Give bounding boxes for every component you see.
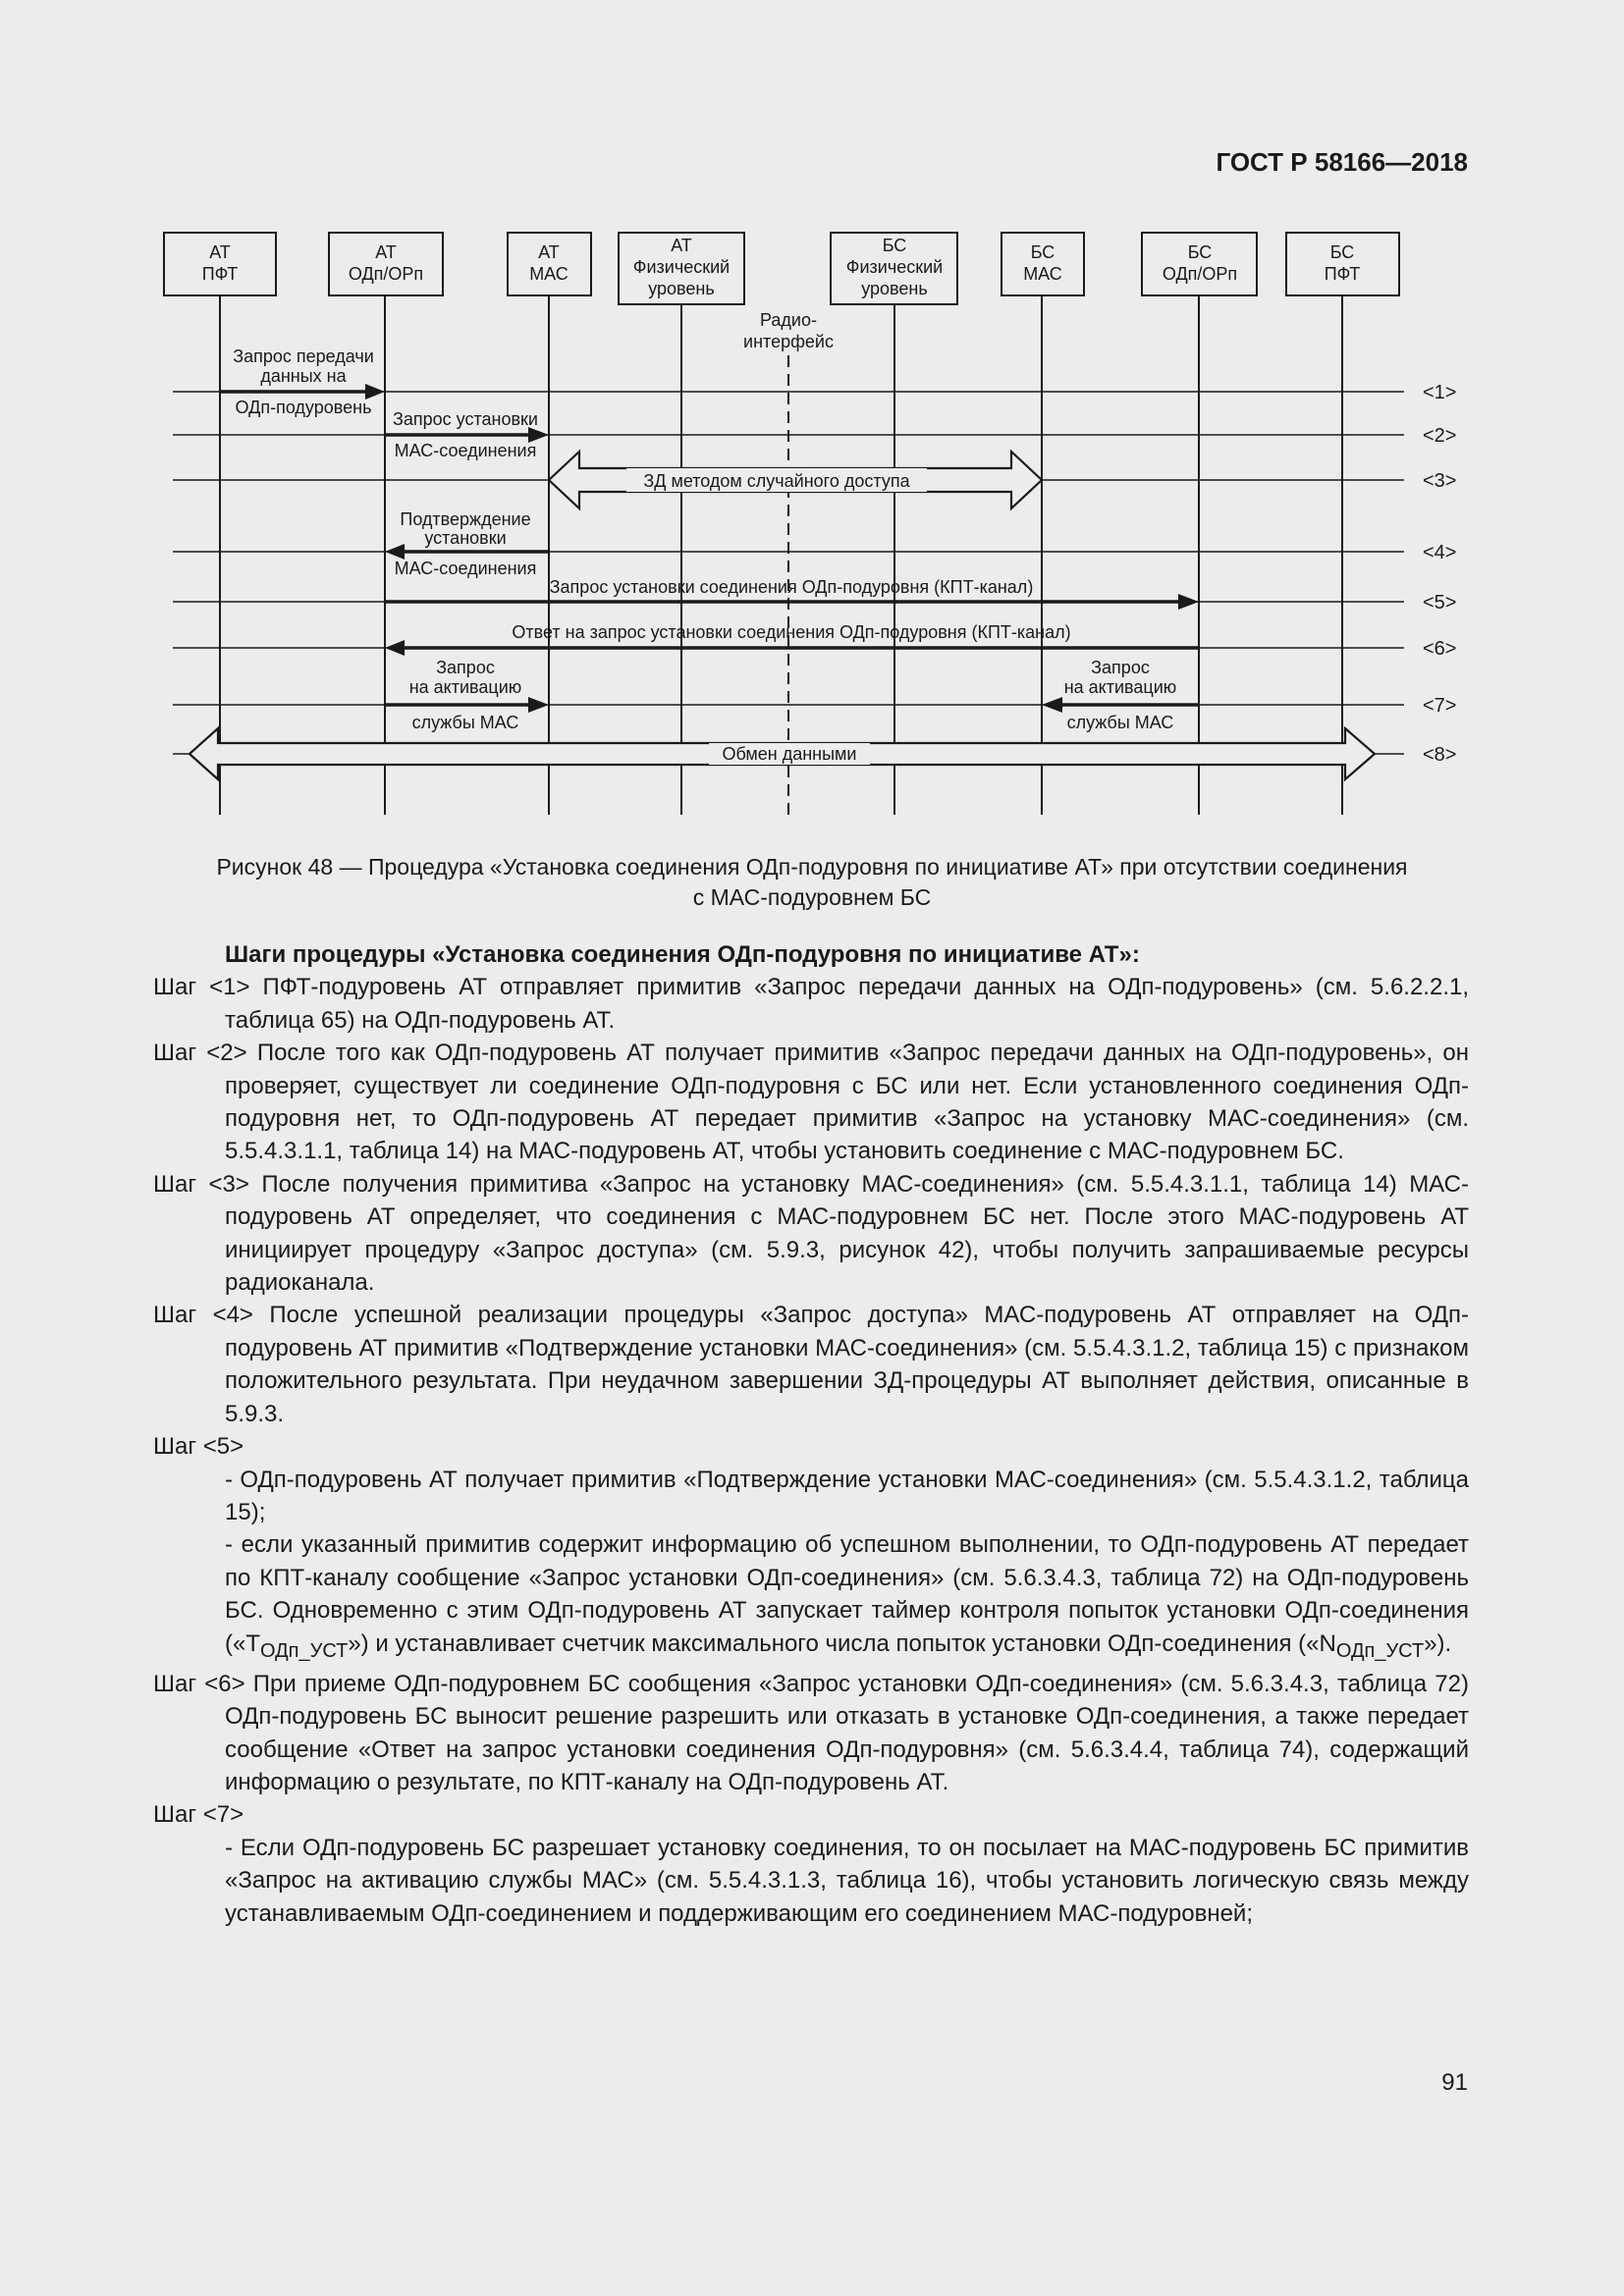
entity-label-at-mac-1: АТ bbox=[538, 242, 560, 262]
entity-label-bs-phy-2: Физический bbox=[845, 257, 944, 277]
msg3-label: ЗД методом случайного доступа bbox=[643, 471, 910, 491]
document-id: ГОСТ Р 58166—2018 bbox=[1216, 147, 1468, 177]
entity-label-at-odp-2: ОДп/ОРп bbox=[348, 264, 424, 284]
step-label-3: <3> bbox=[1423, 470, 1457, 492]
entity-label-at-pft-2: ПФТ bbox=[201, 264, 239, 284]
step-5-item-b bbox=[153, 1528, 1469, 1667]
step-5-b-text-3: »). bbox=[1424, 1629, 1452, 1657]
step-label-4: <4> bbox=[1423, 542, 1457, 563]
step-5-b-text-1: - если указанный примитив содержит информацию об успешном выполнении, то ОДп-подуровень АТ передает по КПТ-каналу сообщение «Запрос установки ОДп-соединения» (см. 5.6.3.4.3, таблица 72) на ОДп-подуровень БС. Одновременно с этим ОДп-подуровень АТ запускает таймер контроля попыток установки ОДп-соединения («T bbox=[225, 1531, 1469, 1657]
step-label-8: <8> bbox=[1423, 744, 1457, 766]
entity-label-bs-pft-1: БС bbox=[1329, 242, 1355, 262]
arrowhead-msg7-left bbox=[528, 697, 549, 713]
counter-subscript: ОДп_УСТ bbox=[1335, 1639, 1425, 1662]
entity-label-bs-odp-2: ОДп/ОРп bbox=[1162, 264, 1238, 284]
arrowhead-msg6 bbox=[385, 640, 405, 656]
step-1-text: Шаг <1> ПФТ-подуровень АТ отправляет примитив «Запрос передачи данных на ОДп-подуровень» (см. 5.6.2.2.1, таблица 65) на ОДп-подуровень АТ. bbox=[153, 974, 1469, 1034]
msg6-label: Ответ на запрос установки соединения ОДп-подуровня (КПТ-канал) bbox=[512, 622, 1071, 642]
step-2-text: Шаг <2> После того как ОДп-подуровень АТ получает примитив «Запрос передачи данных на ОДп-подуровень», он проверяет, существует ли соединение ОДп-подуровня с БС или нет. Если установленного соединения ОДп-подуровня нет, то ОДп-подуровень АТ передает примитив «Запрос на установку МАС-соединения» (см. 5.5.4.3.1.1, таблица 14) на МАС-подуровень АТ, чтобы установить соединение с МАС-подуровнем БС. bbox=[153, 1040, 1469, 1165]
entity-label-at-phy-1: АТ bbox=[671, 236, 692, 255]
arrowhead-msg5 bbox=[1178, 594, 1199, 610]
msg7-right-label-3: службы МАС bbox=[1066, 713, 1174, 732]
figure-caption bbox=[157, 852, 1467, 913]
entity-label-at-odp-1: АТ bbox=[375, 242, 397, 262]
body-text bbox=[153, 938, 1469, 1930]
msg7-left-label-1: Запрос bbox=[436, 658, 495, 677]
msg4-label-1: Подтверждение bbox=[400, 509, 531, 529]
step-4-text: Шаг <4> После успешной реализации процедуры «Запрос доступа» МАС-подуровень АТ отправляет на ОДп-подуровень АТ примитив «Подтверждение установки МАС-соединения» (см. 5.5.4.3.1.2, таблица 15) с признаком положительного результата. При неудачном завершении ЗД-процедуры АТ выполняет действия, описанные в 5.9.3. bbox=[153, 1302, 1469, 1427]
entity-label-at-phy-2: Физический bbox=[632, 257, 731, 277]
step-label-1: <1> bbox=[1423, 382, 1457, 403]
entity-label-bs-phy-1: БС bbox=[882, 236, 907, 255]
step-label-7: <7> bbox=[1423, 695, 1457, 717]
entity-label-bs-mac-2: МАС bbox=[1023, 264, 1062, 284]
step-label-5: <5> bbox=[1423, 592, 1457, 614]
msg5-label: Запрос установки соединения ОДп-подуровня (КПТ-канал) bbox=[549, 577, 1034, 597]
msg7-left-label-3: службы МАС bbox=[411, 713, 519, 732]
sequence-diagram bbox=[0, 0, 1624, 844]
radio-interface-label-2: интерфейс bbox=[743, 332, 834, 351]
entity-label-bs-odp-1: БС bbox=[1187, 242, 1213, 262]
radio-interface-label-1: Радио- bbox=[760, 310, 817, 330]
caption-line-2: с МАС-подуровнем БС bbox=[692, 884, 932, 910]
procedure-title: Шаги процедуры «Установка соединения ОДп-подуровня по инициативе АТ»: bbox=[225, 941, 1140, 968]
step-5-item-a: - ОДп-подуровень АТ получает примитив «Подтверждение установки МАС-соединения» (см. 5.5.4.3.1.2, таблица 15); bbox=[225, 1466, 1469, 1525]
msg1-label-2: данных на bbox=[260, 366, 347, 386]
msg1-label-1: Запрос передачи bbox=[233, 347, 374, 366]
entity-label-bs-phy-3: уровень bbox=[861, 279, 928, 298]
msg7-right-label-1: Запрос bbox=[1091, 658, 1150, 677]
entity-label-at-phy-3: уровень bbox=[648, 279, 715, 298]
msg7-left-label-2: на активацию bbox=[408, 677, 522, 697]
arrowhead-msg4 bbox=[385, 544, 405, 560]
entity-label-bs-mac-1: БС bbox=[1030, 242, 1056, 262]
entity-label-bs-pft-2: ПФТ bbox=[1324, 264, 1361, 284]
msg4-label-3: МАС-соединения bbox=[394, 559, 537, 578]
msg2-label-2: МАС-соединения bbox=[394, 441, 537, 460]
step-7-label: Шаг <7> bbox=[153, 1801, 244, 1829]
step-3-text: Шаг <3> После получения примитива «Запрос на установку МАС-соединения» (см. 5.5.4.3.1.1, таблица 14) МАС-подуровень АТ определяет, что соединения с МАС-подуровнем БС нет. После этого МАС-подуровень АТ инициирует процедуру «Запрос доступа» (см. 5.9.3, рисунок 42), чтобы получить запрашиваемые ресурсы радиоканала. bbox=[153, 1170, 1469, 1297]
arrowhead-msg7-right bbox=[1042, 697, 1062, 713]
msg4-label-2: установки bbox=[424, 528, 507, 548]
entity-label-at-pft-1: АТ bbox=[209, 242, 231, 262]
step-7-item-a: - Если ОДп-подуровень БС разрешает установку соединения, то он посылает на МАС-подуровень БС примитив «Запрос на активацию службы МАС» (см. 5.5.4.3.1.3, таблица 16), чтобы установить логическую связь между устанавливаемым ОДп-соединением и поддерживающим его соединением МАС-подуровней; bbox=[225, 1834, 1469, 1927]
entity-label-at-mac-2: МАС bbox=[529, 264, 568, 284]
step-5-label: Шаг <5> bbox=[153, 1433, 244, 1461]
step-5-b-text-2: ») и устанавливает счетчик максимального числа попыток установки ОДп-соединения («N bbox=[348, 1629, 1336, 1657]
step-label-2: <2> bbox=[1423, 425, 1457, 447]
msg1-label-3: ОДп-подуровень bbox=[235, 398, 372, 417]
msg8-label: Обмен данными bbox=[722, 744, 857, 764]
step-label-6: <6> bbox=[1423, 638, 1457, 660]
step-6-text: Шаг <6> При приеме ОДп-подуровнем БС сообщения «Запрос установки ОДп-соединения» (см. 5.6.3.4.3, таблица 72) ОДп-подуровень БС выносит решение разрешить или отказать в установке ОДп-соединения, а также передает сообщение «Ответ на запрос установки соединения ОДп-подуровня» (см. 5.6.3.4.4, таблица 74), содержащий информацию о результате, по КПТ-каналу на ОДп-подуровень АТ. bbox=[153, 1670, 1469, 1795]
page-number: 91 bbox=[1441, 2069, 1468, 2096]
timer-subscript: ОДп_УСТ bbox=[260, 1639, 349, 1662]
msg2-label-1: Запрос установки bbox=[393, 409, 538, 429]
caption-line-1: Рисунок 48 — Процедура «Установка соединения ОДп-подуровня по инициативе АТ» при отсутствии соединения bbox=[216, 854, 1408, 880]
msg7-right-label-2: на активацию bbox=[1063, 677, 1177, 697]
